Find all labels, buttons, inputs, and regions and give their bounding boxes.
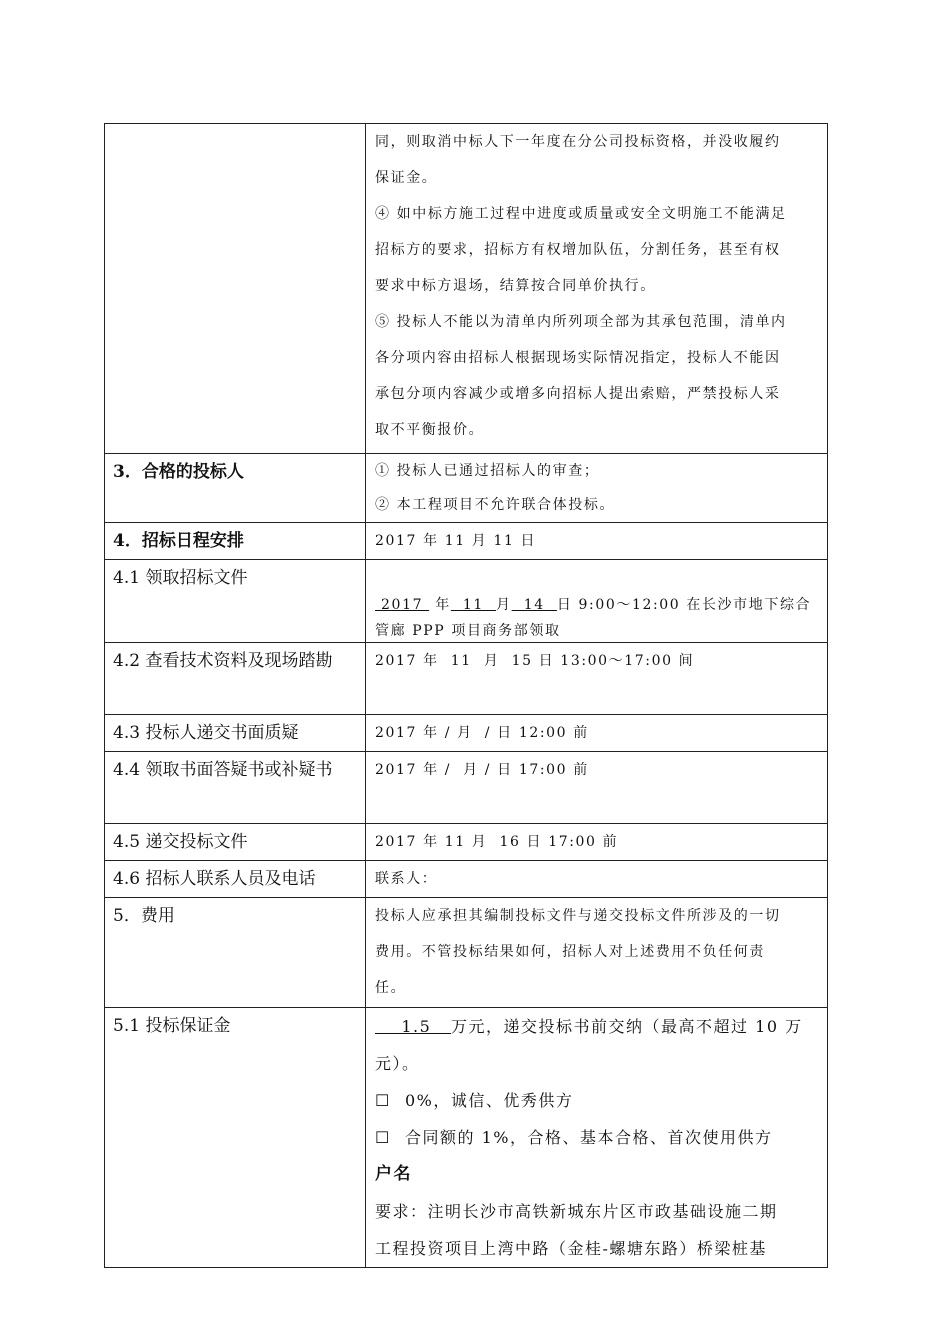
text-line: 工程投资项目上湾中路（金桂-螺塘东路）桥梁桩基 <box>375 1239 767 1258</box>
text-line: 费用。不管投标结果如何，招标人对上述费用不负任何责 <box>375 944 765 960</box>
amount-rest: 万元，递交投标书前交纳（最高不超过 10 万 <box>451 1017 803 1036</box>
option-line <box>375 1119 821 1156</box>
text-line: 要求：注明长沙市高铁新城东片区市政基础设施二期 <box>375 1202 778 1221</box>
text-line: 要求中标方退场，结算按合同单价执行。 <box>375 278 656 294</box>
text-line: 管廊 PPP 项目商务部领取 <box>375 623 561 639</box>
text-line: 2017 年 11 月 15 日 13:00～17:00 间 <box>375 653 695 669</box>
table-row <box>105 898 828 1008</box>
row-content <box>366 523 828 560</box>
table-row <box>105 824 828 861</box>
text-line: ② 本工程项目不允许联合体投标。 <box>375 497 616 513</box>
table-row <box>105 861 828 898</box>
row-label: 3．合格的投标人 <box>105 454 366 523</box>
text-line: 任。 <box>375 980 407 996</box>
text-line: 承包分项内容减少或增多向招标人提出索赔，严禁投标人采 <box>375 386 781 402</box>
row-label: 4.2 查看技术资料及现场踏勘 <box>105 643 366 715</box>
row-content <box>366 861 828 898</box>
table-row <box>105 560 828 643</box>
row-label: 4.4 领取书面答疑书或补疑书 <box>105 752 366 824</box>
row-content <box>366 824 828 861</box>
row-content <box>366 715 828 752</box>
row-label: 5.1 投标保证金 <box>105 1008 366 1268</box>
row-label: 4.3 投标人递交书面质疑 <box>105 715 366 752</box>
day-blank: 14 <box>511 597 557 613</box>
row-label: 4.6 招标人联系人员及电话 <box>105 861 366 898</box>
checkbox-icon[interactable]: ☐ <box>375 1091 391 1110</box>
checkbox-icon[interactable]: ☐ <box>375 1128 391 1147</box>
text-line: 2017 年 11 月 16 日 17:00 前 <box>375 834 619 850</box>
text-line: 户名 <box>375 1164 412 1184</box>
text-line <box>375 560 821 620</box>
row-label <box>105 124 366 454</box>
text-line: 招标方的要求，招标方有权增加队伍，分割任务，甚至有权 <box>375 242 781 258</box>
row-content <box>366 560 828 643</box>
text-line: ⑤ 投标人不能以为清单内所列项全部为其承包范围，清单内 <box>375 314 787 330</box>
month-blank: 11 <box>450 597 497 613</box>
text-line: 保证金。 <box>375 170 438 186</box>
text-line: 取不平衡报价。 <box>375 422 485 438</box>
row-content <box>366 1008 828 1268</box>
row-content <box>366 898 828 1008</box>
tender-info-table <box>104 123 828 1268</box>
row-content <box>366 752 828 824</box>
text-line: 投标人应承担其编制投标文件与递交投标文件所涉及的一切 <box>375 908 781 924</box>
text-line: 同，则取消中标人下一年度在分公司投标资格，并没收履约 <box>375 134 781 150</box>
row-label: 4.5 递交投标文件 <box>105 824 366 861</box>
table-row <box>105 454 828 523</box>
table-row <box>105 715 828 752</box>
text-line: ① 投标人已通过招标人的审查； <box>375 463 600 479</box>
text-line: 2017 年 / 月 / 日 17:00 前 <box>375 762 589 778</box>
row-content <box>366 124 828 454</box>
text-line <box>375 1008 821 1045</box>
table-row <box>105 1008 828 1268</box>
amount-blank: 1.5 <box>375 1017 452 1036</box>
table-row <box>105 752 828 824</box>
year-unit: 年 <box>435 597 451 613</box>
row-label: 5．费用 <box>105 898 366 1008</box>
table-row <box>105 124 828 454</box>
text-line: ④ 如中标方施工过程中进度或质量或安全文明施工不能满足 <box>375 206 787 222</box>
option-label: 0%，诚信、优秀供方 <box>405 1091 574 1110</box>
table-row <box>105 523 828 560</box>
row-content <box>366 454 828 523</box>
option-line <box>375 1082 821 1119</box>
text-line: 元）。 <box>375 1054 420 1073</box>
month-unit: 月 <box>496 597 512 613</box>
table-row <box>105 643 828 715</box>
row-label: 4．招标日程安排 <box>105 523 366 560</box>
text-line: 各分项内容由招标人根据现场实际情况指定，投标人不能因 <box>375 350 781 366</box>
row-content <box>366 643 828 715</box>
year-blank: 2017 <box>375 597 430 613</box>
row-label: 4.1 领取招标文件 <box>105 560 366 643</box>
text-line: 联系人： <box>375 871 438 887</box>
day-rest: 日 9:00～12:00 在长沙市地下综合 <box>556 597 812 613</box>
option-label: 合同额的 1%，合格、基本合格、首次使用供方 <box>405 1128 773 1147</box>
text-line: 2017 年 / 月 / 日 12:00 前 <box>375 725 589 741</box>
text-line: 2017 年 11 月 11 日 <box>375 533 537 549</box>
